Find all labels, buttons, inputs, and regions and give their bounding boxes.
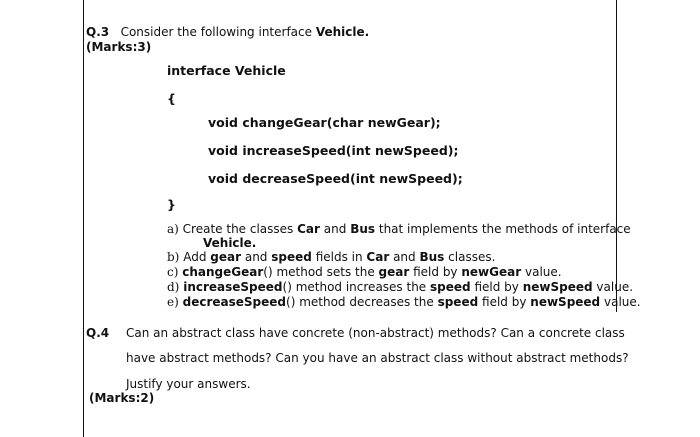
task-keyword: increaseSpeed xyxy=(183,280,283,294)
task-text: and xyxy=(393,250,416,264)
task-e-marker: e) xyxy=(167,295,179,309)
q4-marks: (Marks:2) xyxy=(89,391,155,405)
task-a-wrap: Vehicle. xyxy=(203,236,257,250)
task-text: () method decreases the xyxy=(286,295,434,309)
task-text: that implements the methods of interface xyxy=(378,222,631,236)
task-keyword: decreaseSpeed xyxy=(182,295,287,309)
task-b-marker: b) xyxy=(167,250,180,264)
q4-text-line: Can an abstract class have concrete (non-abstract) methods? Can a concrete class xyxy=(126,326,625,340)
task-text: classes. xyxy=(448,250,496,264)
task-keyword: speed xyxy=(271,250,312,264)
code-interface-header: interface Vehicle xyxy=(167,63,286,78)
q4-text-line: Justify your answers. xyxy=(126,377,251,391)
q3-prompt: Consider the following interface xyxy=(120,25,313,39)
right-border xyxy=(616,0,617,312)
q4-number: Q.4 xyxy=(86,326,110,340)
code-method-line: void increaseSpeed(int newSpeed); xyxy=(208,143,459,158)
task-text: Create the classes xyxy=(182,222,294,236)
task-text: value. xyxy=(603,295,641,309)
task-keyword: Bus xyxy=(350,222,376,236)
q4-text-line: have abstract methods? Can you have an abstract class without abstract methods? xyxy=(126,351,629,365)
task-keyword: Car xyxy=(366,250,390,264)
q3-interface-name: Vehicle. xyxy=(315,25,370,39)
task-text: field by xyxy=(474,280,519,294)
task-text: value. xyxy=(524,265,562,279)
task-keyword: newGear xyxy=(461,265,522,279)
task-text: () method sets the xyxy=(263,265,375,279)
task-c-marker: c) xyxy=(167,265,179,279)
task-b xyxy=(167,250,495,264)
task-keyword: Car xyxy=(297,222,320,236)
task-keyword: speed xyxy=(430,280,471,294)
task-d-marker: d) xyxy=(167,280,180,294)
task-text: Add xyxy=(183,250,207,264)
task-text: field by xyxy=(413,265,458,279)
code-method-line: void changeGear(char newGear); xyxy=(208,115,441,130)
code-close-brace: } xyxy=(167,197,176,212)
task-text: and xyxy=(323,222,347,236)
task-keyword: gear xyxy=(210,250,242,264)
task-e xyxy=(167,295,641,309)
task-keyword: speed xyxy=(437,295,479,309)
left-border xyxy=(83,0,84,437)
task-keyword: gear xyxy=(378,265,410,279)
q3-marks: (Marks:3) xyxy=(86,40,152,54)
task-a-marker: a) xyxy=(167,222,179,236)
task-text: () method increases the xyxy=(282,280,427,294)
task-text: value. xyxy=(596,280,634,294)
q3-number: Q.3 xyxy=(86,25,110,39)
code-open-brace: { xyxy=(167,91,176,106)
q3-heading xyxy=(86,25,369,39)
task-text: and xyxy=(244,250,268,264)
task-keyword: newSpeed xyxy=(530,295,601,309)
task-text: fields in xyxy=(315,250,363,264)
code-method-line: void decreaseSpeed(int newSpeed); xyxy=(208,171,463,186)
task-keyword: Bus xyxy=(419,250,445,264)
task-c xyxy=(167,265,562,279)
task-a xyxy=(167,222,631,236)
task-keyword: changeGear xyxy=(182,265,264,279)
task-d xyxy=(167,280,633,294)
task-text: field by xyxy=(482,295,527,309)
task-keyword: newSpeed xyxy=(522,280,593,294)
